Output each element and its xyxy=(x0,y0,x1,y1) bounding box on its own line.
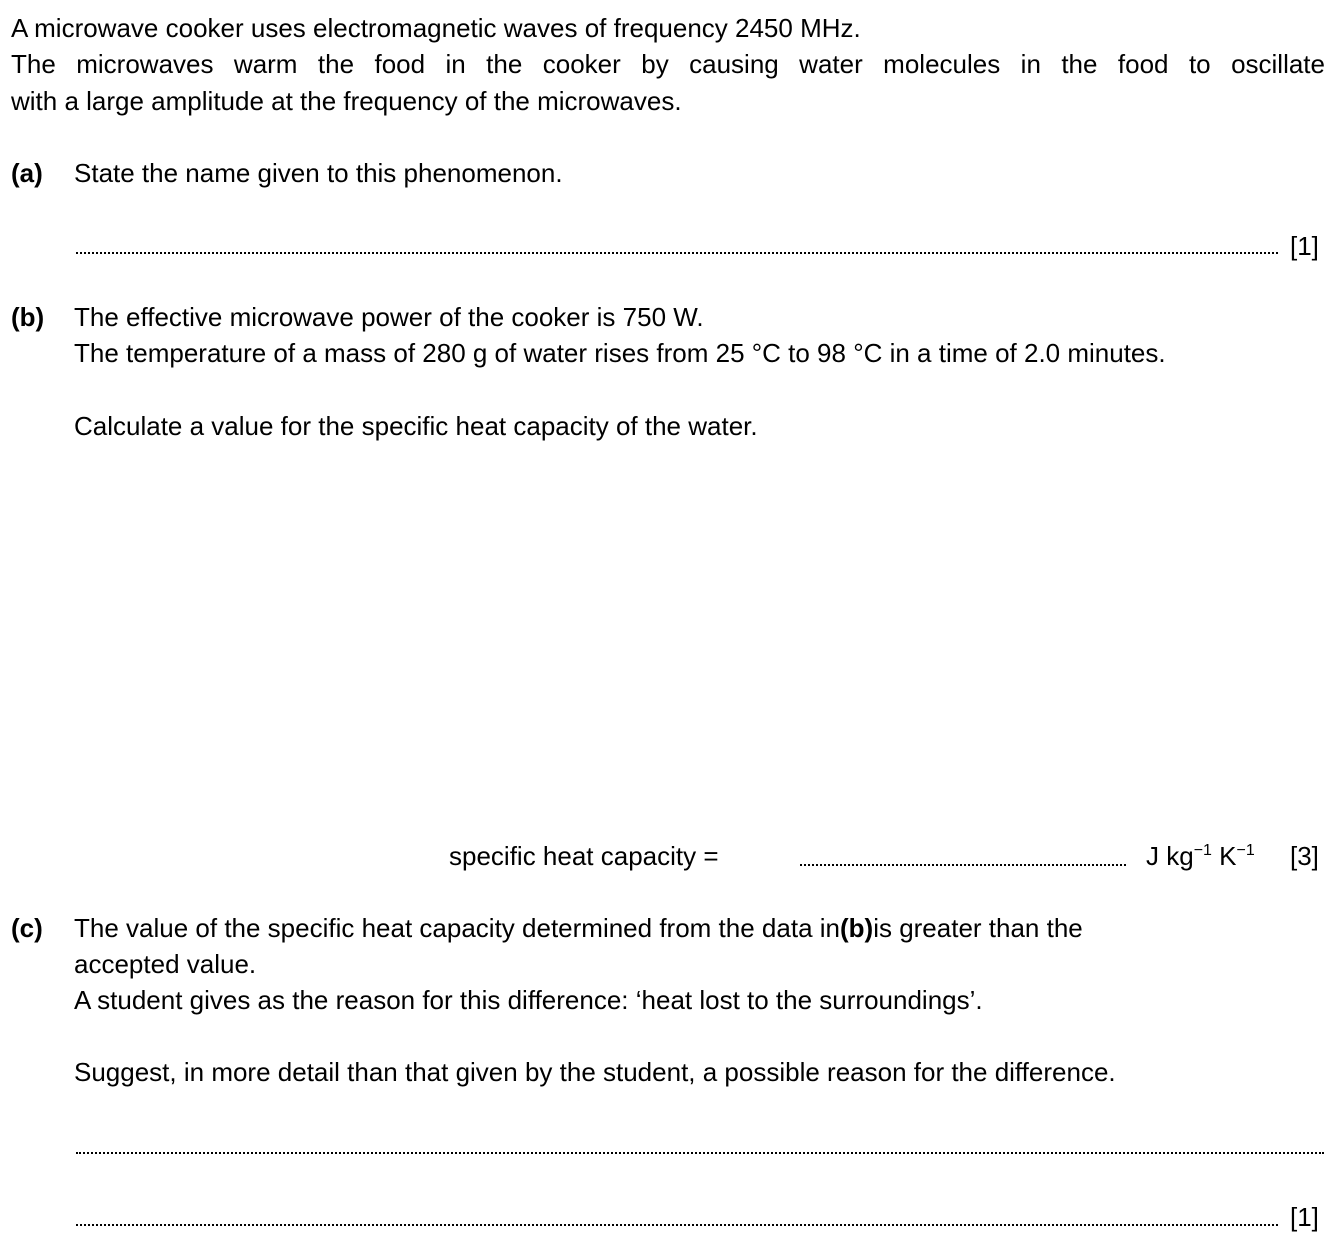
part-c-line-2: accepted value. xyxy=(74,949,257,979)
part-b-instruction: Calculate a value for the specific heat capacity of the water. xyxy=(74,411,758,441)
part-c-line-1-post: is greater than the xyxy=(873,913,1083,943)
part-c-answer-line-2[interactable] xyxy=(76,1224,1278,1226)
part-a-question: State the name given to this phenomenon. xyxy=(74,158,563,188)
part-c-instruction: Suggest, in more detail than that given by the student, a possible reason for the difference. xyxy=(74,1057,1116,1087)
unit-exp-2: −1 xyxy=(1236,842,1255,859)
unit-base: J kg xyxy=(1146,841,1194,871)
part-b-marks: [3] xyxy=(1290,841,1319,871)
part-b-line-1: The effective microwave power of the cooker is 750 W. xyxy=(74,302,704,332)
intro-line-2: The microwaves warm the food in the cooker by causing water molecules in the food to oscillate xyxy=(11,49,1325,79)
part-c-marks: [1] xyxy=(1290,1202,1319,1232)
part-a-label: (a) xyxy=(11,158,43,188)
unit-exp-1: −1 xyxy=(1193,842,1212,859)
part-c-line-3: A student gives as the reason for this difference: ‘heat lost to the surroundings’. xyxy=(74,985,983,1015)
part-b-answer-label: specific heat capacity = xyxy=(449,841,719,871)
part-c-ref-b: (b) xyxy=(839,913,874,943)
part-c-label: (c) xyxy=(11,913,43,943)
part-b-answer-line[interactable] xyxy=(800,864,1126,866)
intro-line-3: with a large amplitude at the frequency of the microwaves. xyxy=(11,86,682,116)
part-a-marks: [1] xyxy=(1290,231,1319,261)
part-c-line-1-pre: The value of the specific heat capacity determined from the data in xyxy=(74,913,840,943)
part-b-label: (b) xyxy=(11,302,45,332)
part-a-answer-line[interactable] xyxy=(76,252,1278,254)
part-b-unit xyxy=(1146,841,1255,871)
part-c-answer-line-1[interactable] xyxy=(76,1152,1324,1154)
unit-k: K xyxy=(1211,841,1237,871)
intro-line-1: A microwave cooker uses electromagnetic waves of frequency 2450 MHz. xyxy=(11,13,861,43)
part-b-line-2: The temperature of a mass of 280 g of water rises from 25 °C to 98 °C in a time of 2.0 minutes. xyxy=(74,338,1166,368)
part-c-line-1 xyxy=(74,913,1325,943)
